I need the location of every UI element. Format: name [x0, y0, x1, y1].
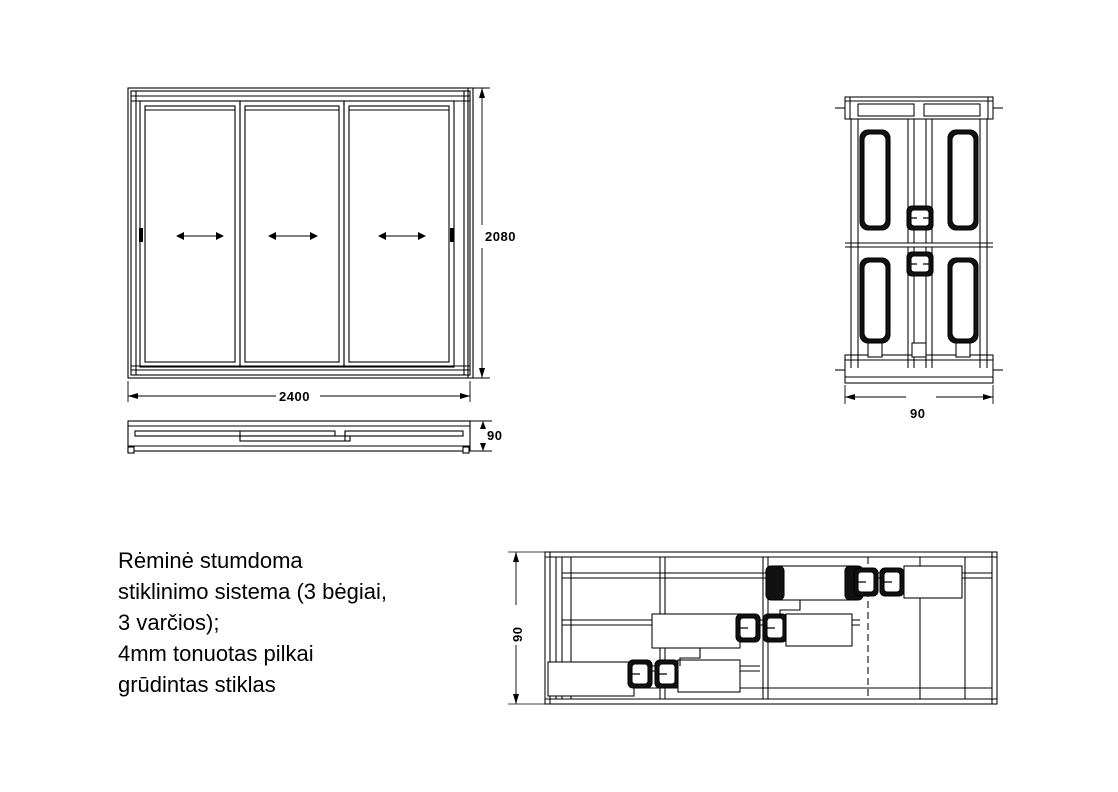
- interlock-detail: [907, 206, 933, 230]
- sash-profile-detail: [652, 614, 852, 648]
- height-dimension-label: 2080: [485, 229, 516, 244]
- slide-direction-arrow: [268, 232, 318, 240]
- depth-dimension-label: 90: [487, 428, 503, 443]
- horizontal-section-view: [508, 552, 997, 704]
- interlock-detail: [907, 252, 933, 276]
- section-depth-dimension-label: 90: [910, 406, 926, 421]
- specification-text-block: [118, 545, 518, 700]
- sash-profile-detail: [548, 660, 740, 696]
- plan-view: [128, 421, 492, 453]
- slide-direction-arrow: [176, 232, 224, 240]
- vertical-section-view: [835, 97, 1003, 404]
- sash-profile-detail: [766, 566, 962, 600]
- spec-line-4: 4mm tonuotas pilkai: [118, 641, 314, 666]
- slide-direction-arrow: [378, 232, 426, 240]
- section-height-dimension-label: 90: [510, 626, 525, 642]
- spec-line-3: 3 varčios);: [118, 610, 220, 635]
- spec-line-2: stiklinimo sistema (3 bėgiai,: [118, 579, 387, 604]
- section-depth-dimension: [845, 385, 993, 404]
- front-elevation-view: [128, 88, 490, 402]
- spec-line-5: grūdintas stiklas: [118, 672, 276, 697]
- width-dimension-label: 2400: [279, 389, 310, 404]
- spec-line-1: Rėminė stumdoma: [118, 548, 303, 573]
